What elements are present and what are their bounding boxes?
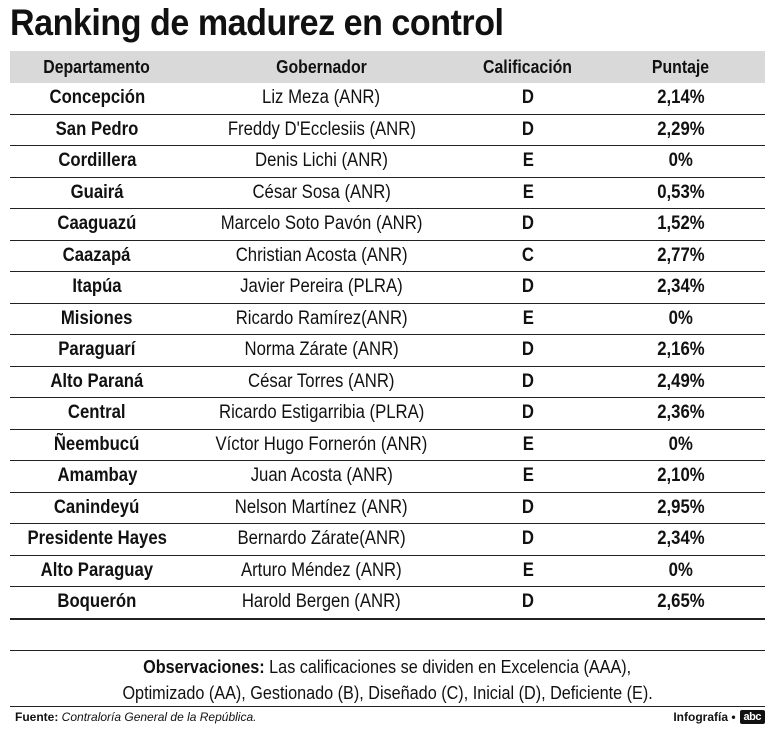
footer <box>15 710 765 724</box>
cell-puntaje: 2,34% <box>657 528 705 550</box>
cell-puntaje: 1,52% <box>657 213 705 235</box>
cell-gobernador: Arturo Méndez (ANR) <box>241 559 402 581</box>
cell-calificacion: D <box>521 213 535 235</box>
cell-departamento: Alto Paraná <box>50 370 144 392</box>
cell-puntaje: 2,34% <box>657 276 705 298</box>
fuente-label: Fuente: <box>15 710 59 724</box>
infografia-credit <box>673 710 765 724</box>
header-calificacion: Calificación <box>483 56 573 77</box>
fuente <box>15 710 256 724</box>
cell-departamento: Alto Paraguay <box>40 559 154 581</box>
table-row <box>10 304 765 336</box>
cell-puntaje: 2,16% <box>657 339 705 361</box>
table-header <box>10 51 765 83</box>
cell-gobernador: Marcelo Soto Pavón (ANR) <box>220 213 423 235</box>
table-row <box>10 493 765 525</box>
cell-calificacion: E <box>522 150 534 172</box>
fuente-text: Contraloría General de la República. <box>58 710 257 724</box>
cell-puntaje: 2,14% <box>657 87 705 109</box>
cell-calificacion: D <box>521 339 535 361</box>
table-row <box>10 241 765 273</box>
cell-puntaje: 0% <box>668 307 694 329</box>
cell-puntaje: 2,49% <box>657 370 705 392</box>
cell-calificacion: D <box>521 528 535 550</box>
cell-gobernador: Javier Pereira (PLRA) <box>240 276 403 298</box>
cell-puntaje: 2,65% <box>657 591 705 613</box>
table-row <box>10 178 765 210</box>
cell-gobernador: César Sosa (ANR) <box>252 181 391 203</box>
cell-puntaje: 2,77% <box>657 244 705 266</box>
cell-departamento: Guairá <box>70 181 124 203</box>
cell-puntaje: 2,29% <box>657 118 705 140</box>
cell-departamento: Canindeyú <box>54 496 140 518</box>
divider <box>10 706 765 707</box>
cell-gobernador: César Torres (ANR) <box>248 370 395 392</box>
cell-departamento: Paraguarí <box>58 339 136 361</box>
ranking-table <box>10 51 765 619</box>
cell-gobernador: Denis Lichi (ANR) <box>255 150 388 172</box>
divider <box>10 650 765 651</box>
cell-puntaje: 0,53% <box>657 181 705 203</box>
table-row <box>10 335 765 367</box>
table-row <box>10 556 765 588</box>
cell-gobernador: Christian Acosta (ANR) <box>235 244 408 266</box>
cell-gobernador: Juan Acosta (ANR) <box>250 465 393 487</box>
table-row <box>10 83 765 115</box>
cell-calificacion: D <box>521 370 535 392</box>
cell-puntaje: 2,10% <box>657 465 705 487</box>
cell-puntaje: 2,95% <box>657 496 705 518</box>
abc-logo: abc <box>740 710 765 724</box>
table-row <box>10 461 765 493</box>
observaciones <box>10 654 765 706</box>
cell-calificacion: C <box>521 244 535 266</box>
cell-puntaje: 2,36% <box>657 402 705 424</box>
observaciones-line2: Optimizado (AA), Gestionado (B), Diseñado (C), Inicial (D), Deficiente (E). <box>122 683 653 703</box>
cell-departamento: Cordillera <box>57 150 137 172</box>
cell-gobernador: Harold Bergen (ANR) <box>242 591 401 613</box>
cell-calificacion: D <box>521 591 535 613</box>
cell-departamento: Presidente Hayes <box>27 528 167 550</box>
cell-puntaje: 0% <box>668 559 694 581</box>
divider <box>10 619 765 620</box>
cell-gobernador: Bernardo Zárate(ANR) <box>237 528 406 550</box>
table-row <box>10 587 765 619</box>
cell-gobernador: Norma Zárate (ANR) <box>244 339 399 361</box>
cell-calificacion: D <box>521 118 535 140</box>
infografia-label: Infografía • <box>673 710 736 724</box>
cell-departamento: Caazapá <box>63 244 131 266</box>
cell-gobernador: Liz Meza (ANR) <box>262 87 381 109</box>
cell-departamento: Central <box>68 402 126 424</box>
header-puntaje: Puntaje <box>652 56 710 77</box>
page-title: Ranking de madurez en control <box>10 2 504 43</box>
cell-calificacion: E <box>522 559 534 581</box>
table-row <box>10 398 765 430</box>
table-row <box>10 367 765 399</box>
table-row <box>10 209 765 241</box>
table-row <box>10 524 765 556</box>
cell-departamento: Amambay <box>57 465 137 487</box>
cell-gobernador: Nelson Martínez (ANR) <box>235 496 408 518</box>
cell-departamento: San Pedro <box>55 118 139 140</box>
table-row <box>10 430 765 462</box>
cell-departamento: Concepción <box>49 87 145 109</box>
cell-calificacion: E <box>522 465 534 487</box>
table-body <box>10 83 765 619</box>
table-row <box>10 146 765 178</box>
cell-departamento: Caaguazú <box>57 213 137 235</box>
cell-puntaje: 0% <box>668 150 694 172</box>
table-row <box>10 272 765 304</box>
cell-gobernador: Ricardo Ramírez(ANR) <box>235 307 408 329</box>
cell-departamento: Itapúa <box>72 276 122 298</box>
cell-calificacion: E <box>522 181 534 203</box>
cell-departamento: Boquerón <box>57 591 137 613</box>
cell-gobernador: Ricardo Estigarribia (PLRA) <box>218 402 425 424</box>
header-gobernador: Gobernador <box>276 56 367 77</box>
observaciones-line1: Las calificaciones se dividen en Excelencia (AAA), <box>265 657 632 677</box>
cell-departamento: Misiones <box>61 307 133 329</box>
cell-calificacion: D <box>521 276 535 298</box>
table-row <box>10 115 765 147</box>
cell-departamento: Ñeembucú <box>54 433 140 455</box>
cell-calificacion: D <box>521 87 535 109</box>
observaciones-label: Observaciones: <box>143 657 266 677</box>
cell-gobernador: Víctor Hugo Fornerón (ANR) <box>215 433 428 455</box>
cell-calificacion: E <box>522 307 534 329</box>
cell-gobernador: Freddy D'Ecclesiis (ANR) <box>227 118 416 140</box>
cell-calificacion: E <box>522 433 534 455</box>
cell-calificacion: D <box>521 496 535 518</box>
header-departamento: Departamento <box>43 56 151 77</box>
cell-calificacion: D <box>521 402 535 424</box>
cell-puntaje: 0% <box>668 433 694 455</box>
